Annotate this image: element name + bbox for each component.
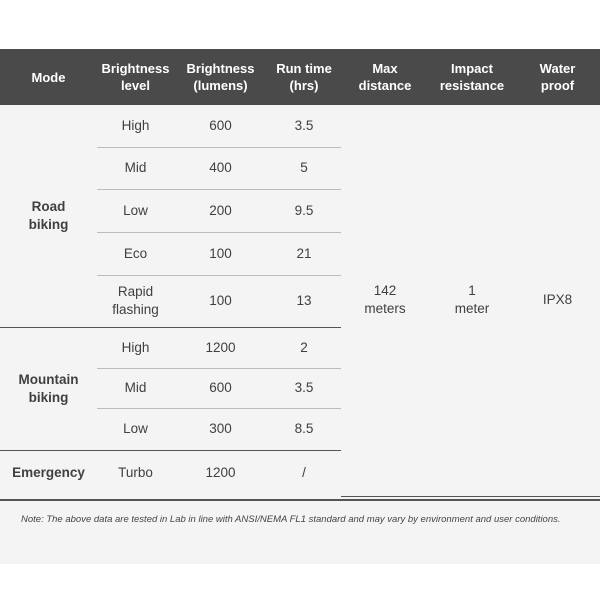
water-proof-cell: IPX8 — [515, 105, 600, 496]
header-water-proof: Water proof — [515, 49, 600, 105]
level-cell: Low — [97, 408, 174, 450]
level-cell: Low — [97, 189, 174, 232]
level-cell: High — [97, 105, 174, 147]
level-cell: Mid — [97, 147, 174, 189]
mode-cell-road-biking: Road biking — [0, 105, 97, 327]
header-impact-resistance: Impact resistance — [429, 49, 515, 105]
table-row — [0, 105, 600, 147]
level-cell: Rapid flashing — [97, 275, 174, 327]
header-max-distance: Max distance — [341, 49, 429, 105]
header-brightness-lumens: Brightness (lumens) — [174, 49, 267, 105]
lumens-cell: 400 — [174, 147, 267, 189]
lumens-cell: 1200 — [205, 465, 236, 481]
footnote: Note: The above data are tested in Lab in line with ANSI/NEMA FL1 standard and may vary by environment and user conditions. — [21, 514, 561, 525]
impact-resistance-cell: 1 meter — [429, 105, 515, 496]
runtime-cell: 21 — [267, 232, 341, 275]
level-cell: Mid — [97, 368, 174, 408]
runtime-cell: 5 — [267, 147, 341, 189]
header-run-time: Run time (hrs) — [267, 49, 341, 105]
level-cell: Turbo — [118, 465, 153, 481]
level-cell: High — [97, 327, 174, 368]
runtime-cell: 9.5 — [267, 189, 341, 232]
bottom-divider — [0, 499, 600, 501]
lumens-cell: 600 — [174, 105, 267, 147]
header-mode: Mode — [0, 49, 97, 105]
runtime-cell: 3.5 — [267, 105, 341, 147]
lumens-cell: 100 — [174, 232, 267, 275]
header-brightness-level: Brightness level — [97, 49, 174, 105]
spec-table — [0, 49, 600, 497]
level-cell: Eco — [97, 232, 174, 275]
runtime-cell: 2 — [267, 327, 341, 368]
lumens-cell: 100 — [174, 275, 267, 327]
runtime-cell: 13 — [267, 275, 341, 327]
runtime-cell: 3.5 — [267, 368, 341, 408]
max-distance-cell: 142 meters — [341, 105, 429, 496]
lumens-cell: 1200 — [174, 327, 267, 368]
lumens-cell: 600 — [174, 368, 267, 408]
lumens-cell: 300 — [174, 408, 267, 450]
mode-cell-mountain-biking: Mountain biking — [0, 327, 97, 450]
runtime-cell: 8.5 — [267, 408, 341, 450]
header-row — [0, 49, 600, 105]
lumens-cell: 200 — [174, 189, 267, 232]
runtime-cell: / — [302, 465, 306, 481]
mode-cell-emergency: Emergency — [12, 465, 85, 481]
